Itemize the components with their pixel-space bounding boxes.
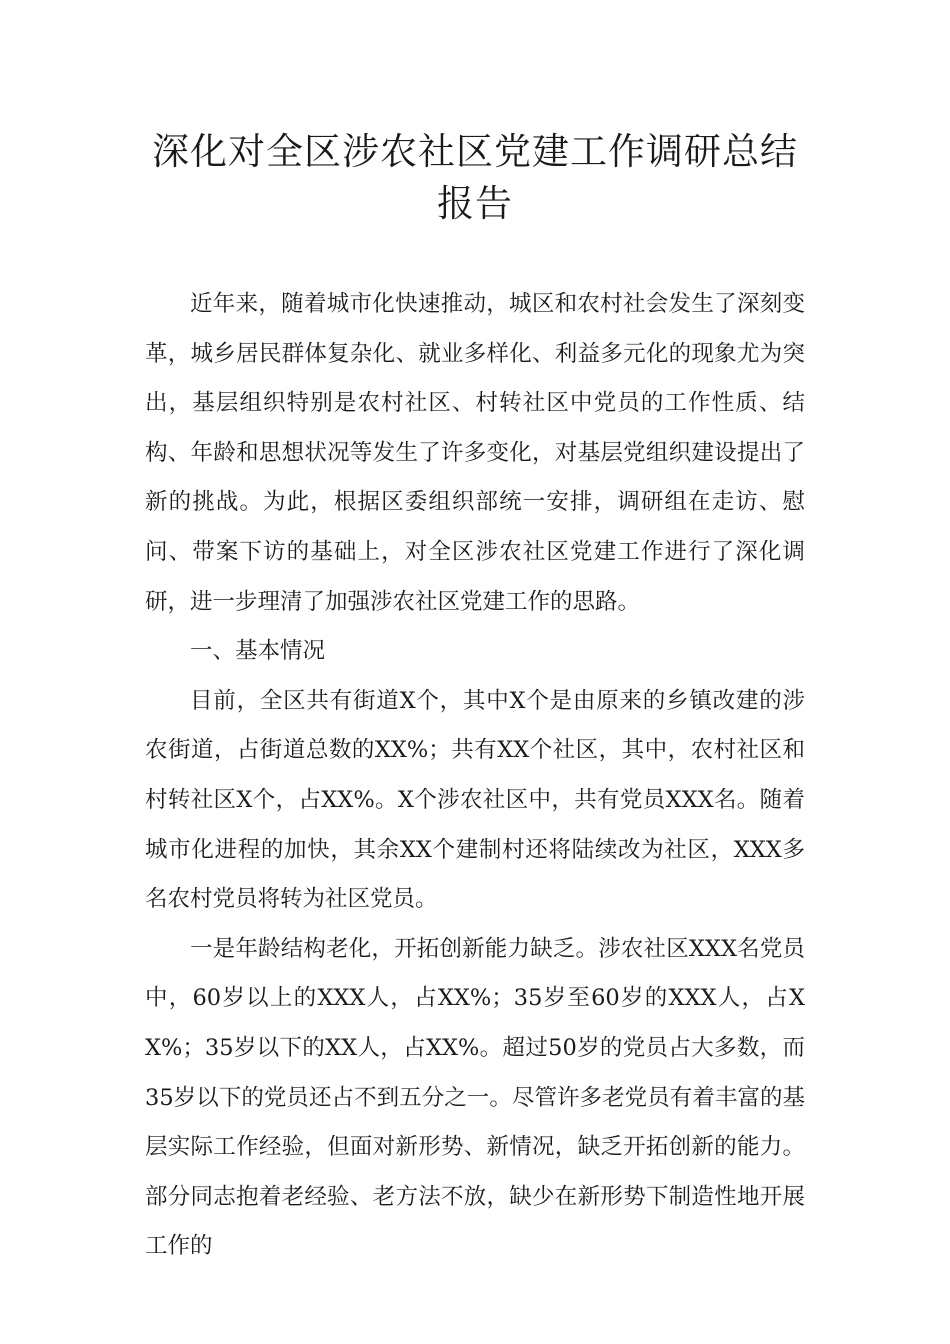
point-one-paragraph: 一是年龄结构老化，开拓创新能力缺乏。涉农社区XXX名党员中，60岁以上的XXX人，占XX%；35岁至60岁的XXX人，占XX%；35岁以下的XX人，占XX%。超过50岁的党员占大多数，而35岁以下的党员还占不到五分之一。尽管许多老党员有着丰富的基层实际工作经验，但面对新形势、新情况，缺乏开拓创新的能力。部分同志抱着老经验、老方法不放，缺少在新形势下制造性地开展工作的 (145, 935, 805, 1260)
basic-situation-paragraph: 目前，全区共有街道X个，其中X个是由原来的乡镇改建的涉农街道，占街道总数的XX%；共有XX个社区，其中，农村社区和村转社区X个，占XX%。X个涉农社区中，共有党员XXX名。随着城市化进程的加快，其余XX个建制村还将陆续改为社区，XXX多名农村党员将转为社区党员。 (145, 687, 805, 913)
section-heading-basic-situation: 一、基本情况 (190, 638, 326, 665)
title-line-1: 深化对全区涉农社区党建工作调研总结 (152, 130, 798, 173)
intro-paragraph: 近年来，随着城市化快速推动，城区和农村社会发生了深刻变革，城乡居民群体复杂化、就业多样化、利益多元化的现象尤为突出，基层组织特别是农村社区、村转社区中党员的工作性质、结构、年龄和思想状况等发生了许多变化，对基层党组织建设提出了新的挑战。为此，根据区委组织部统一安排，调研组在走访、慰问、带案下访的基础上，对全区涉农社区党建工作进行了深化调研，进一步理清了加强涉农社区党建工作的思路。 (145, 291, 805, 615)
document-title (130, 126, 820, 230)
title-line-2: 报告 (437, 182, 513, 225)
document-body (145, 280, 805, 1272)
